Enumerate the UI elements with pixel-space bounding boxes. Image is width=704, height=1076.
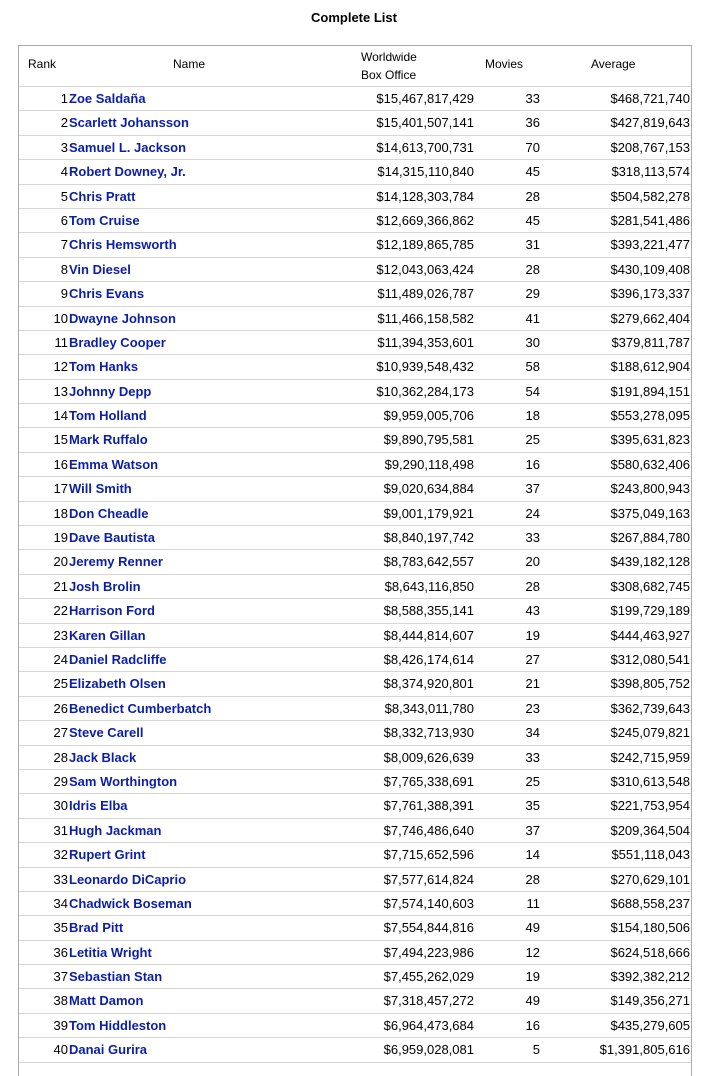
average-cell: $504,582,278 (610, 188, 690, 204)
movies-cell: 20 (525, 554, 540, 570)
table-row (19, 599, 691, 623)
movies-cell: 33 (525, 530, 540, 546)
box-office-cell: $11,489,026,787 (377, 286, 474, 302)
box-office-cell: $6,959,028,081 (383, 1042, 474, 1058)
movies-cell: 28 (525, 871, 540, 887)
table-row (19, 160, 691, 184)
header-box-office-line2: Box Office (361, 68, 417, 82)
actor-name-link[interactable]: Chris Hemsworth (69, 237, 177, 253)
box-office-cell: $8,783,642,557 (383, 554, 474, 570)
box-office-cell: $14,315,110,840 (377, 164, 474, 180)
actor-name-link[interactable]: Scarlett Johansson (69, 115, 189, 131)
movies-cell: 36 (525, 115, 540, 131)
movies-cell: 45 (525, 212, 540, 228)
table-row (19, 209, 691, 233)
actor-name-link[interactable]: Matt Damon (69, 993, 144, 1009)
box-office-cell: $7,746,486,640 (383, 822, 474, 838)
rank-cell: 11 (54, 334, 68, 350)
box-office-cell: $8,588,355,141 (383, 603, 474, 619)
table-row (19, 136, 691, 160)
movies-cell: 14 (525, 847, 540, 863)
rank-cell: 10 (53, 310, 68, 326)
rank-cell: 15 (53, 432, 68, 448)
average-cell: $688,558,237 (610, 895, 690, 911)
average-cell: $468,721,740 (610, 91, 690, 106)
average-cell: $310,613,548 (610, 773, 690, 789)
actor-name-link[interactable]: Karen Gillan (69, 627, 146, 643)
table-row (19, 746, 691, 770)
actor-name-link[interactable]: Leonardo DiCaprio (69, 871, 187, 887)
rank-cell: 2 (60, 115, 68, 131)
rank-cell: 7 (60, 237, 68, 253)
actor-name-link[interactable]: Tom Cruise (69, 212, 140, 228)
actor-name-link[interactable]: Harrison Ford (69, 603, 155, 619)
average-cell: $580,632,406 (610, 456, 690, 472)
movies-cell: 31 (525, 237, 540, 253)
actor-name-link[interactable]: Jeremy Renner (69, 554, 163, 570)
table-row (19, 794, 691, 818)
actor-name-link[interactable]: Bradley Cooper (69, 334, 166, 350)
movies-cell: 28 (525, 188, 540, 204)
actor-name-link[interactable]: Benedict Cumberbatch (69, 700, 212, 716)
table-row (19, 916, 691, 940)
average-cell: $624,518,666 (610, 944, 690, 960)
box-office-cell: $10,362,284,173 (376, 383, 474, 399)
average-cell: $312,080,541 (610, 651, 690, 667)
average-cell: $191,894,151 (610, 383, 690, 399)
header-name: Name (173, 57, 206, 71)
rank-cell: 13 (53, 383, 68, 399)
movies-cell: 37 (525, 481, 540, 497)
table-row (19, 1014, 691, 1038)
movies-cell: 28 (525, 578, 540, 594)
movies-cell: 28 (525, 261, 540, 277)
actor-name-link[interactable]: Jack Black (69, 749, 137, 765)
rank-cell: 36 (53, 944, 68, 960)
movies-cell: 23 (525, 700, 540, 716)
average-cell: $362,739,643 (610, 700, 690, 716)
rank-cell: 39 (53, 1017, 68, 1033)
box-office-cell: $7,554,844,816 (383, 920, 474, 936)
rank-cell: 8 (60, 261, 68, 277)
actor-name-link[interactable]: Dave Bautista (69, 530, 155, 546)
rank-cell: 1 (60, 91, 68, 106)
box-office-cell: $7,318,457,272 (383, 993, 474, 1009)
table-row (19, 331, 691, 355)
table-row (19, 233, 691, 257)
movies-cell: 58 (525, 359, 540, 375)
table-row (19, 1038, 691, 1062)
rank-cell: 38 (53, 993, 68, 1009)
movies-cell: 16 (525, 456, 540, 472)
box-office-cell: $12,669,366,862 (376, 212, 474, 228)
actor-name-link[interactable]: Chris Pratt (69, 188, 136, 204)
box-office-cell: $7,765,338,691 (383, 773, 474, 789)
box-office-cell: $9,290,118,498 (384, 456, 474, 472)
table-row (19, 697, 691, 721)
average-cell: $281,541,486 (610, 212, 690, 228)
average-cell: $398,805,752 (610, 676, 690, 692)
average-cell: $188,612,904 (610, 359, 690, 375)
movies-cell: 5 (532, 1042, 540, 1058)
average-cell: $279,662,404 (610, 310, 690, 326)
average-cell: $395,631,823 (610, 432, 690, 448)
box-office-cell: $10,939,548,432 (376, 359, 474, 375)
movies-cell: 49 (525, 920, 540, 936)
movies-cell: 24 (525, 505, 540, 521)
box-office-cell: $8,426,174,614 (383, 651, 474, 667)
header-box-office-line1: Worldwide (361, 50, 417, 64)
movies-cell: 12 (525, 944, 540, 960)
actor-name-link[interactable]: Danai Gurira (69, 1042, 148, 1058)
average-cell: $318,113,574 (611, 164, 690, 180)
movies-cell: 43 (525, 603, 540, 619)
rank-cell: 27 (53, 725, 68, 741)
actor-name-link[interactable]: Emma Watson (69, 456, 159, 472)
rank-cell: 32 (53, 847, 68, 863)
table-row (19, 648, 691, 672)
table-row (19, 307, 691, 331)
table-row (19, 404, 691, 428)
box-office-cell: $7,494,223,986 (383, 944, 474, 960)
box-office-cell: $12,189,865,785 (376, 237, 474, 253)
box-office-cell: $11,394,353,601 (377, 334, 474, 350)
actor-name-link[interactable]: Idris Elba (69, 798, 128, 814)
movies-cell: 35 (525, 798, 540, 814)
average-cell: $199,729,189 (610, 603, 690, 619)
actor-name-link[interactable]: Zoe Saldaña (69, 91, 146, 106)
movies-cell: 29 (525, 286, 540, 302)
average-cell: $435,279,605 (610, 1017, 690, 1033)
actor-name-link[interactable]: Hugh Jackman (69, 822, 162, 838)
average-cell: $154,180,506 (610, 920, 690, 936)
average-cell: $375,049,163 (610, 505, 690, 521)
table-row (19, 453, 691, 477)
actor-name-link[interactable]: Steve Carell (69, 725, 144, 741)
average-cell: $396,173,337 (610, 286, 690, 302)
actor-name-link[interactable]: Rupert Grint (69, 847, 146, 863)
page-title: Complete List (311, 10, 397, 25)
box-office-cell: $8,374,920,801 (383, 676, 474, 692)
movies-cell: 33 (525, 749, 540, 765)
table-row (19, 868, 691, 892)
table-row (19, 672, 691, 696)
box-office-cell: $9,020,634,884 (383, 481, 474, 497)
rank-cell: 23 (53, 627, 68, 643)
box-office-cell: $8,840,197,742 (383, 530, 474, 546)
rank-cell: 40 (53, 1042, 68, 1058)
header-rank: Rank (28, 57, 57, 71)
actor-name-link[interactable]: Samuel L. Jackson (69, 139, 187, 155)
rank-cell: 20 (53, 554, 68, 570)
rank-cell: 5 (60, 188, 68, 204)
rank-cell: 6 (60, 212, 68, 228)
average-cell: $149,356,271 (610, 993, 690, 1009)
actor-name-link[interactable]: Johnny Depp (69, 383, 152, 399)
average-cell: $430,109,408 (610, 261, 690, 277)
average-cell: $208,767,153 (610, 139, 690, 155)
movies-cell: 11 (526, 895, 540, 911)
movies-cell: 30 (525, 334, 540, 350)
box-office-cell: $12,043,063,424 (376, 261, 474, 277)
table-row (19, 87, 691, 111)
average-cell: $427,819,643 (610, 115, 690, 131)
box-office-cell: $8,343,011,780 (384, 700, 474, 716)
table-row (19, 721, 691, 745)
box-office-cell: $7,455,262,029 (383, 969, 474, 985)
movies-cell: 21 (525, 676, 540, 692)
average-cell: $209,364,504 (610, 822, 690, 838)
average-cell: $392,382,212 (610, 969, 690, 985)
movies-cell: 37 (525, 822, 540, 838)
movies-cell: 33 (525, 91, 540, 106)
actor-name-link[interactable]: Tom Holland (69, 408, 147, 424)
table-row (19, 355, 691, 379)
box-office-cell: $8,444,814,607 (383, 627, 474, 643)
table-row (19, 843, 691, 867)
rank-cell: 35 (53, 920, 68, 936)
average-cell: $221,753,954 (610, 798, 690, 814)
table-body (19, 87, 691, 1063)
rank-cell: 22 (53, 603, 68, 619)
table-row (19, 185, 691, 209)
rank-cell: 33 (53, 871, 68, 887)
average-cell: $439,182,128 (610, 554, 690, 570)
rank-cell: 26 (53, 700, 68, 716)
table-row (19, 526, 691, 550)
rank-cell: 29 (53, 773, 68, 789)
actor-name-link[interactable]: Brad Pitt (69, 920, 124, 936)
rank-cell: 24 (53, 651, 68, 667)
table-row (19, 258, 691, 282)
rank-cell: 30 (53, 798, 68, 814)
box-office-cell: $8,009,626,639 (383, 749, 474, 765)
actor-name-link[interactable]: Don Cheadle (69, 505, 149, 521)
movies-cell: 25 (525, 773, 540, 789)
box-office-cell: $14,613,700,731 (376, 139, 474, 155)
average-cell: $270,629,101 (610, 871, 690, 887)
rank-cell: 25 (53, 676, 68, 692)
movies-cell: 34 (525, 725, 540, 741)
movies-cell: 70 (525, 139, 540, 155)
table-row (19, 550, 691, 574)
actor-name-link[interactable]: Daniel Radcliffe (69, 651, 167, 667)
movies-cell: 25 (525, 432, 540, 448)
actor-name-link[interactable]: Chadwick Boseman (69, 895, 192, 911)
average-cell: $379,811,787 (611, 334, 690, 350)
rank-cell: 28 (53, 749, 68, 765)
average-cell: $243,800,943 (610, 481, 690, 497)
table-row (19, 282, 691, 306)
actor-name-link[interactable]: Chris Evans (69, 286, 145, 302)
actor-name-link[interactable]: Elizabeth Olsen (69, 676, 166, 692)
movies-cell: 41 (525, 310, 540, 326)
actor-name-link[interactable]: Josh Brolin (69, 578, 141, 594)
actor-name-link[interactable]: Sam Worthington (69, 773, 178, 789)
actor-name-link[interactable]: Robert Downey, Jr. (69, 164, 186, 180)
rank-cell: 19 (53, 530, 68, 546)
average-cell: $245,079,821 (610, 725, 690, 741)
rank-cell: 18 (53, 505, 68, 521)
header-average: Average (591, 57, 636, 71)
movies-cell: 19 (525, 627, 540, 643)
table-row (19, 770, 691, 794)
header-box-office (361, 48, 417, 84)
box-office-cell: $9,959,005,706 (383, 408, 474, 424)
table-row (19, 428, 691, 452)
average-cell: $242,715,959 (610, 749, 690, 765)
movies-cell: 16 (525, 1017, 540, 1033)
average-cell: $267,884,780 (610, 530, 690, 546)
rank-cell: 12 (53, 359, 68, 375)
actor-name-link[interactable]: Will Smith (69, 481, 132, 497)
movies-cell: 45 (525, 164, 540, 180)
box-office-cell: $7,577,614,824 (383, 871, 474, 887)
box-office-table (18, 45, 692, 1076)
table-row (19, 502, 691, 526)
movies-cell: 18 (525, 408, 540, 424)
rank-cell: 34 (53, 895, 68, 911)
rank-cell: 31 (53, 822, 68, 838)
actor-name-link[interactable]: Mark Ruffalo (69, 432, 148, 448)
rank-cell: 9 (60, 286, 68, 302)
table-row (19, 575, 691, 599)
box-office-cell: $8,643,116,850 (384, 578, 474, 594)
average-cell: $393,221,477 (610, 237, 690, 253)
rank-cell: 16 (53, 456, 68, 472)
table-row (19, 111, 691, 135)
table-row (19, 892, 691, 916)
average-cell: $1,391,805,616 (599, 1042, 690, 1058)
rank-cell: 21 (53, 578, 68, 594)
average-cell: $551,118,043 (611, 847, 690, 863)
box-office-cell: $15,467,817,429 (376, 91, 474, 106)
actor-name-link[interactable]: Sebastian Stan (69, 969, 163, 985)
actor-name-link[interactable]: Tom Hiddleston (69, 1017, 167, 1033)
box-office-cell: $9,001,179,921 (383, 505, 474, 521)
actor-name-link[interactable]: Tom Hanks (69, 359, 139, 375)
movies-cell: 54 (525, 383, 540, 399)
box-office-cell: $9,890,795,581 (383, 432, 474, 448)
rank-cell: 14 (53, 408, 68, 424)
table-row (19, 941, 691, 965)
movies-cell: 27 (525, 651, 540, 667)
actor-name-link[interactable]: Vin Diesel (69, 261, 131, 277)
rank-cell: 3 (60, 139, 68, 155)
box-office-cell: $14,128,303,784 (376, 188, 474, 204)
average-cell: $444,463,927 (610, 627, 690, 643)
rank-cell: 4 (60, 164, 68, 180)
table-row (19, 989, 691, 1013)
table-row (19, 965, 691, 989)
movies-cell: 49 (525, 993, 540, 1009)
average-cell: $553,278,095 (610, 408, 690, 424)
movies-cell: 19 (525, 969, 540, 985)
table-row (19, 477, 691, 501)
actor-name-link[interactable]: Dwayne Johnson (69, 310, 176, 326)
box-office-cell: $15,401,507,141 (376, 115, 474, 131)
table-header (19, 46, 691, 87)
box-office-cell: $6,964,473,684 (383, 1017, 474, 1033)
average-cell: $308,682,745 (610, 578, 690, 594)
header-movies: Movies (485, 57, 524, 71)
box-office-cell: $7,761,388,391 (383, 798, 474, 814)
table-row (19, 380, 691, 404)
table-row (19, 624, 691, 648)
box-office-cell: $7,715,652,596 (383, 847, 474, 863)
box-office-cell: $8,332,713,930 (383, 725, 474, 741)
box-office-cell: $7,574,140,603 (383, 895, 474, 911)
table-row (19, 819, 691, 843)
actor-name-link[interactable]: Letitia Wright (69, 944, 152, 960)
rank-cell: 37 (53, 969, 68, 985)
rank-cell: 17 (53, 481, 68, 497)
box-office-cell: $11,466,158,582 (377, 310, 474, 326)
